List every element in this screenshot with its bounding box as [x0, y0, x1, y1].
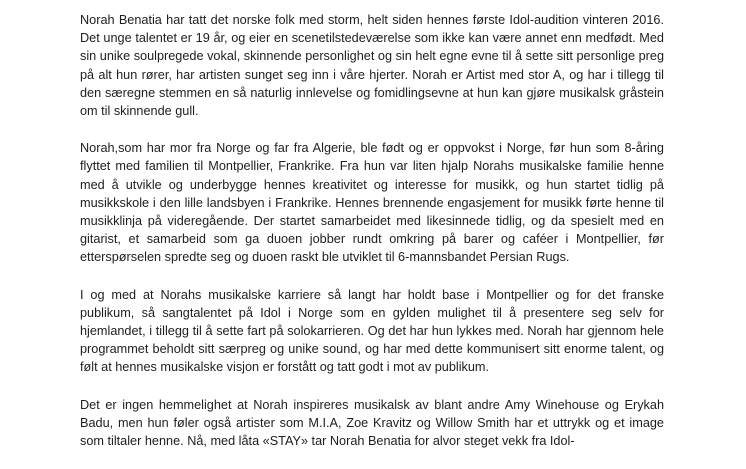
paragraph-background: Norah,som har mor fra Norge og far fra Algerie, ble født og er oppvokst i Norge, før hun som 8-åring flyttet med familien til Montpellier, Frankrike. Fra hun var liten hjalp Norahs musikalske familie henne med å utvikle og underbygge hennes kreativitet og interesse for musikk, og hun startet tidlig på musikkskole i den lille landsbyen i Frankrike. Hennes brennende engasjement for musikk førte henne til musikklinja på videregående. Der startet samarbeidet med likesinnede tidlig, og da spesielt med en gitarist, et samarbeid som ga duoen jobber rundt omkring på barer og caféer i Montpellier, før etterspørselen spredte seg og duoen raskt ble utviklet til 6-mannsbandet Persian Rugs. [80, 141, 664, 265]
paragraph-intro: Norah Benatia har tatt det norske folk med storm, helt siden hennes første Idol-audition vinteren 2016. Det unge talentet er 19 år, og eier en scenetilstedeværelse som ikke kan være annet enn medfødt. Med sin unike soulpregede vokal, skinnende personlighet og sin helt egne evne til å sette sitt personlige preg på alt hun rører, har artisten sunget seg inn i våre hjerter. Norah er Artist med stor A, og har i tillegg til den særegne stemmen en så naturlig innlevelse og fomidlingsevne at hun kan gjøre musikalsk gråstein om til skinnende gull. [80, 13, 664, 119]
paragraph-idol-career: I og med at Norahs musikalske karriere så langt har holdt base i Montpellier og for det franske publikum, så sangtalentet på Idol i Norge som en gylden mulighet til å presentere seg selv for hjemlandet, i tillegg til å sette fart på solokarrieren. Og det har hun lykkes med. Norah har gjennom hele programmet beholdt sitt særpreg og unike sound, og har med dette kommunisert sitt enorme talent, og følt at hennes musikalske visjon er forstått og tatt godt i mot av publikum. [80, 287, 664, 375]
document-body [80, 11, 664, 469]
paragraph-inspiration: Det er ingen hemmelighet at Norah inspireres musikalsk av blant andre Amy Winehouse og Erykah Badu, men hun føler også artister som M.I.A, Zoe Kravitz og Willow Smith har et uttrykk og et image som tiltaler henne. Nå, med låta «STAY» tar Norah Benatia for alvor steget vekk fra Idol- [80, 397, 664, 449]
